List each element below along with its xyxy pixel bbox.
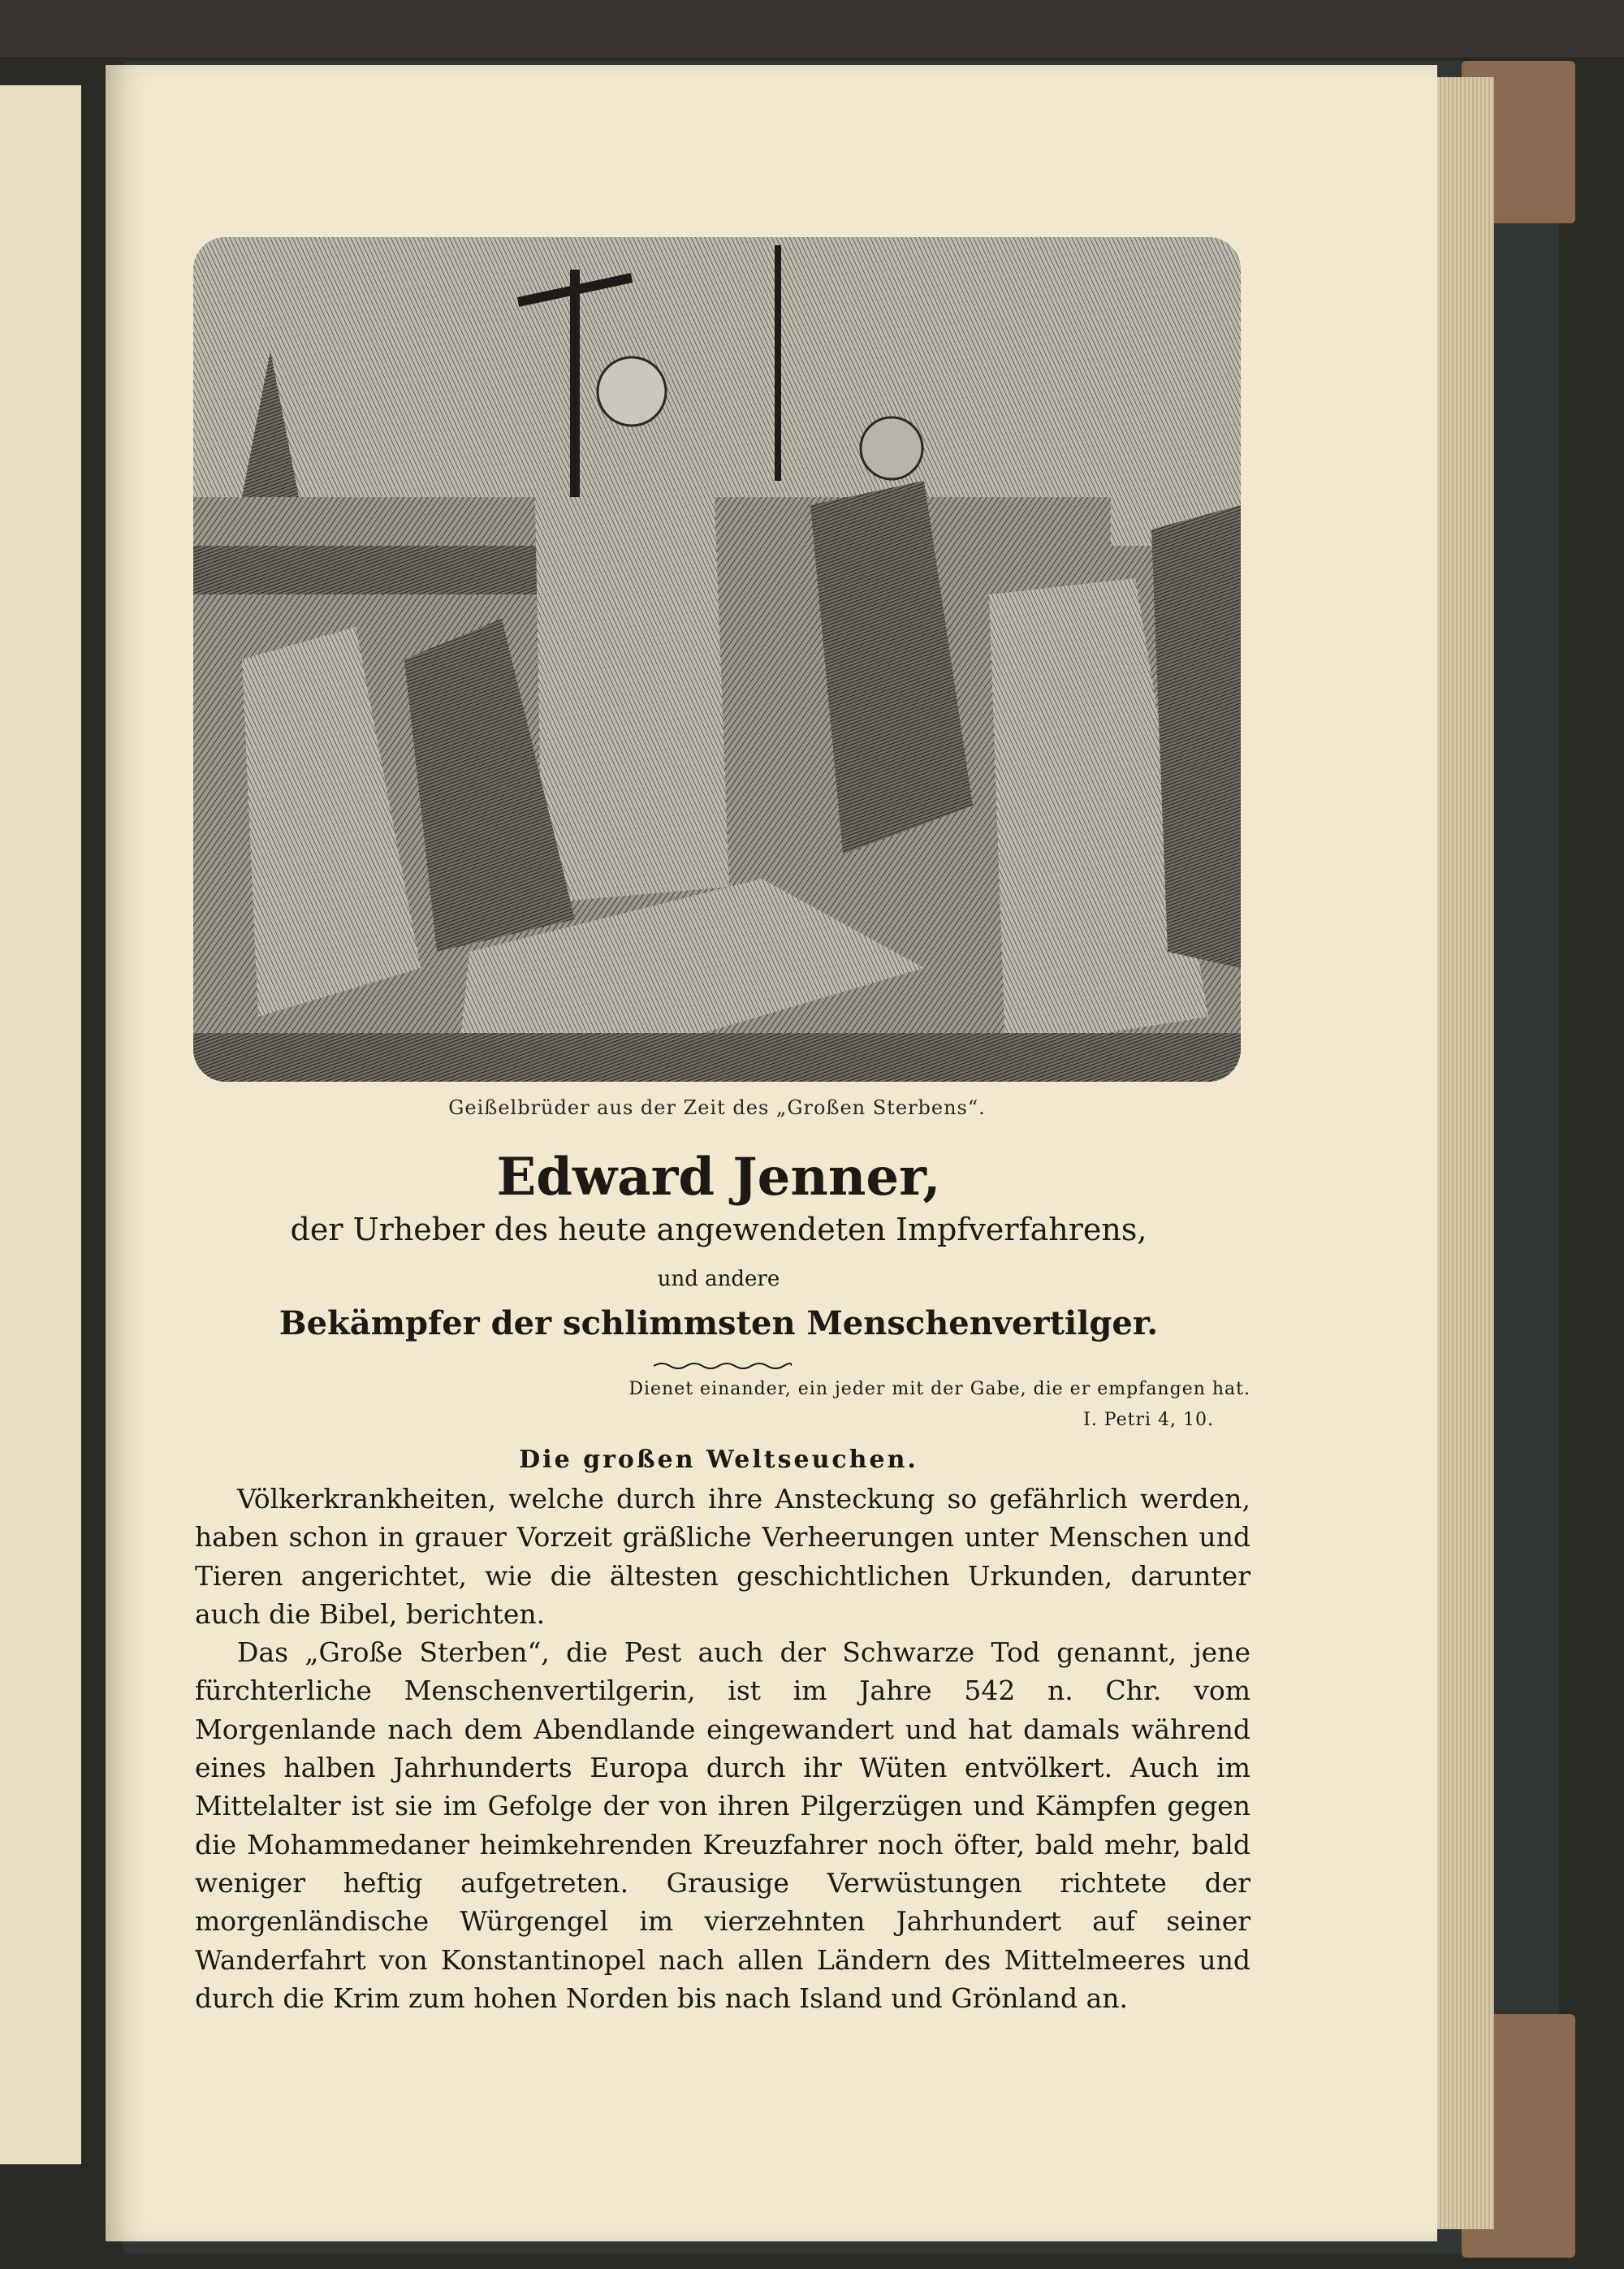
motto-reference: I. Petri 4, 10.	[1083, 1410, 1214, 1430]
body-text	[195, 1480, 1250, 2017]
chapter-subtitle-line-2: und andere	[657, 1267, 780, 1291]
chapter-subtitle-line-3: Bekämpfer der schlimmsten Menschenvertilger.	[279, 1304, 1159, 1342]
chapter-title: Edward Jenner,	[496, 1147, 941, 1208]
book-background	[0, 0, 1624, 57]
illustration-caption: Geißelbrüder aus der Zeit des „Großen Sterbens“.	[448, 1096, 986, 1119]
paragraph: Das „Große Sterben“, die Pest auch der Schwarze Tod genannt, jene fürchterliche Menschenvertilgerin, ist im Jahre 542 n. Chr. vom Morgenlande nach dem Abendlande eingewandert und hat damals während eines halben Jahrhunderts Europa durch ihr Wüten entvölkert. Auch im Mittelalter ist sie im Gefolge der von ihren Pilgerzügen und Kämpfen gegen die Mohammedaner heimkehrenden Kreuzfahrer noch öfter, bald mehr, bald weniger heftig aufgetreten. Grausige Verwüstungen richtete der morgenländische Würgengel im vierzehnten Jahrhundert auf seiner Wanderfahrt von Konstantinopel nach allen Ländern des Mittelmeeres und durch die Krim zum hohen Norden bis nach Island und Grönland an.	[195, 1636, 1250, 2014]
paragraph: Völkerkrankheiten, welche durch ihre Ansteckung so gefährlich werden, haben schon in grauer Vorzeit gräßliche Verheerungen unter Menschen und Tieren angerichtet, wie die ältesten geschichtlichen Urkunden, darunter auch die Bibel, berichten.	[195, 1483, 1250, 1630]
engraving-illustration	[193, 237, 1241, 1082]
left-page-edge	[0, 85, 81, 2164]
ornamental-divider	[654, 1359, 792, 1372]
section-heading: Die großen Weltseuchen.	[519, 1446, 918, 1474]
motto-quote: Dienet einander, ein jeder mit der Gabe, die er empfangen hat.	[628, 1379, 1250, 1399]
engraving-flagellants-procession-icon	[193, 237, 1241, 1082]
chapter-subtitle-line-1: der Urheber des heute angewendeten Impfverfahrens,	[290, 1212, 1147, 1247]
